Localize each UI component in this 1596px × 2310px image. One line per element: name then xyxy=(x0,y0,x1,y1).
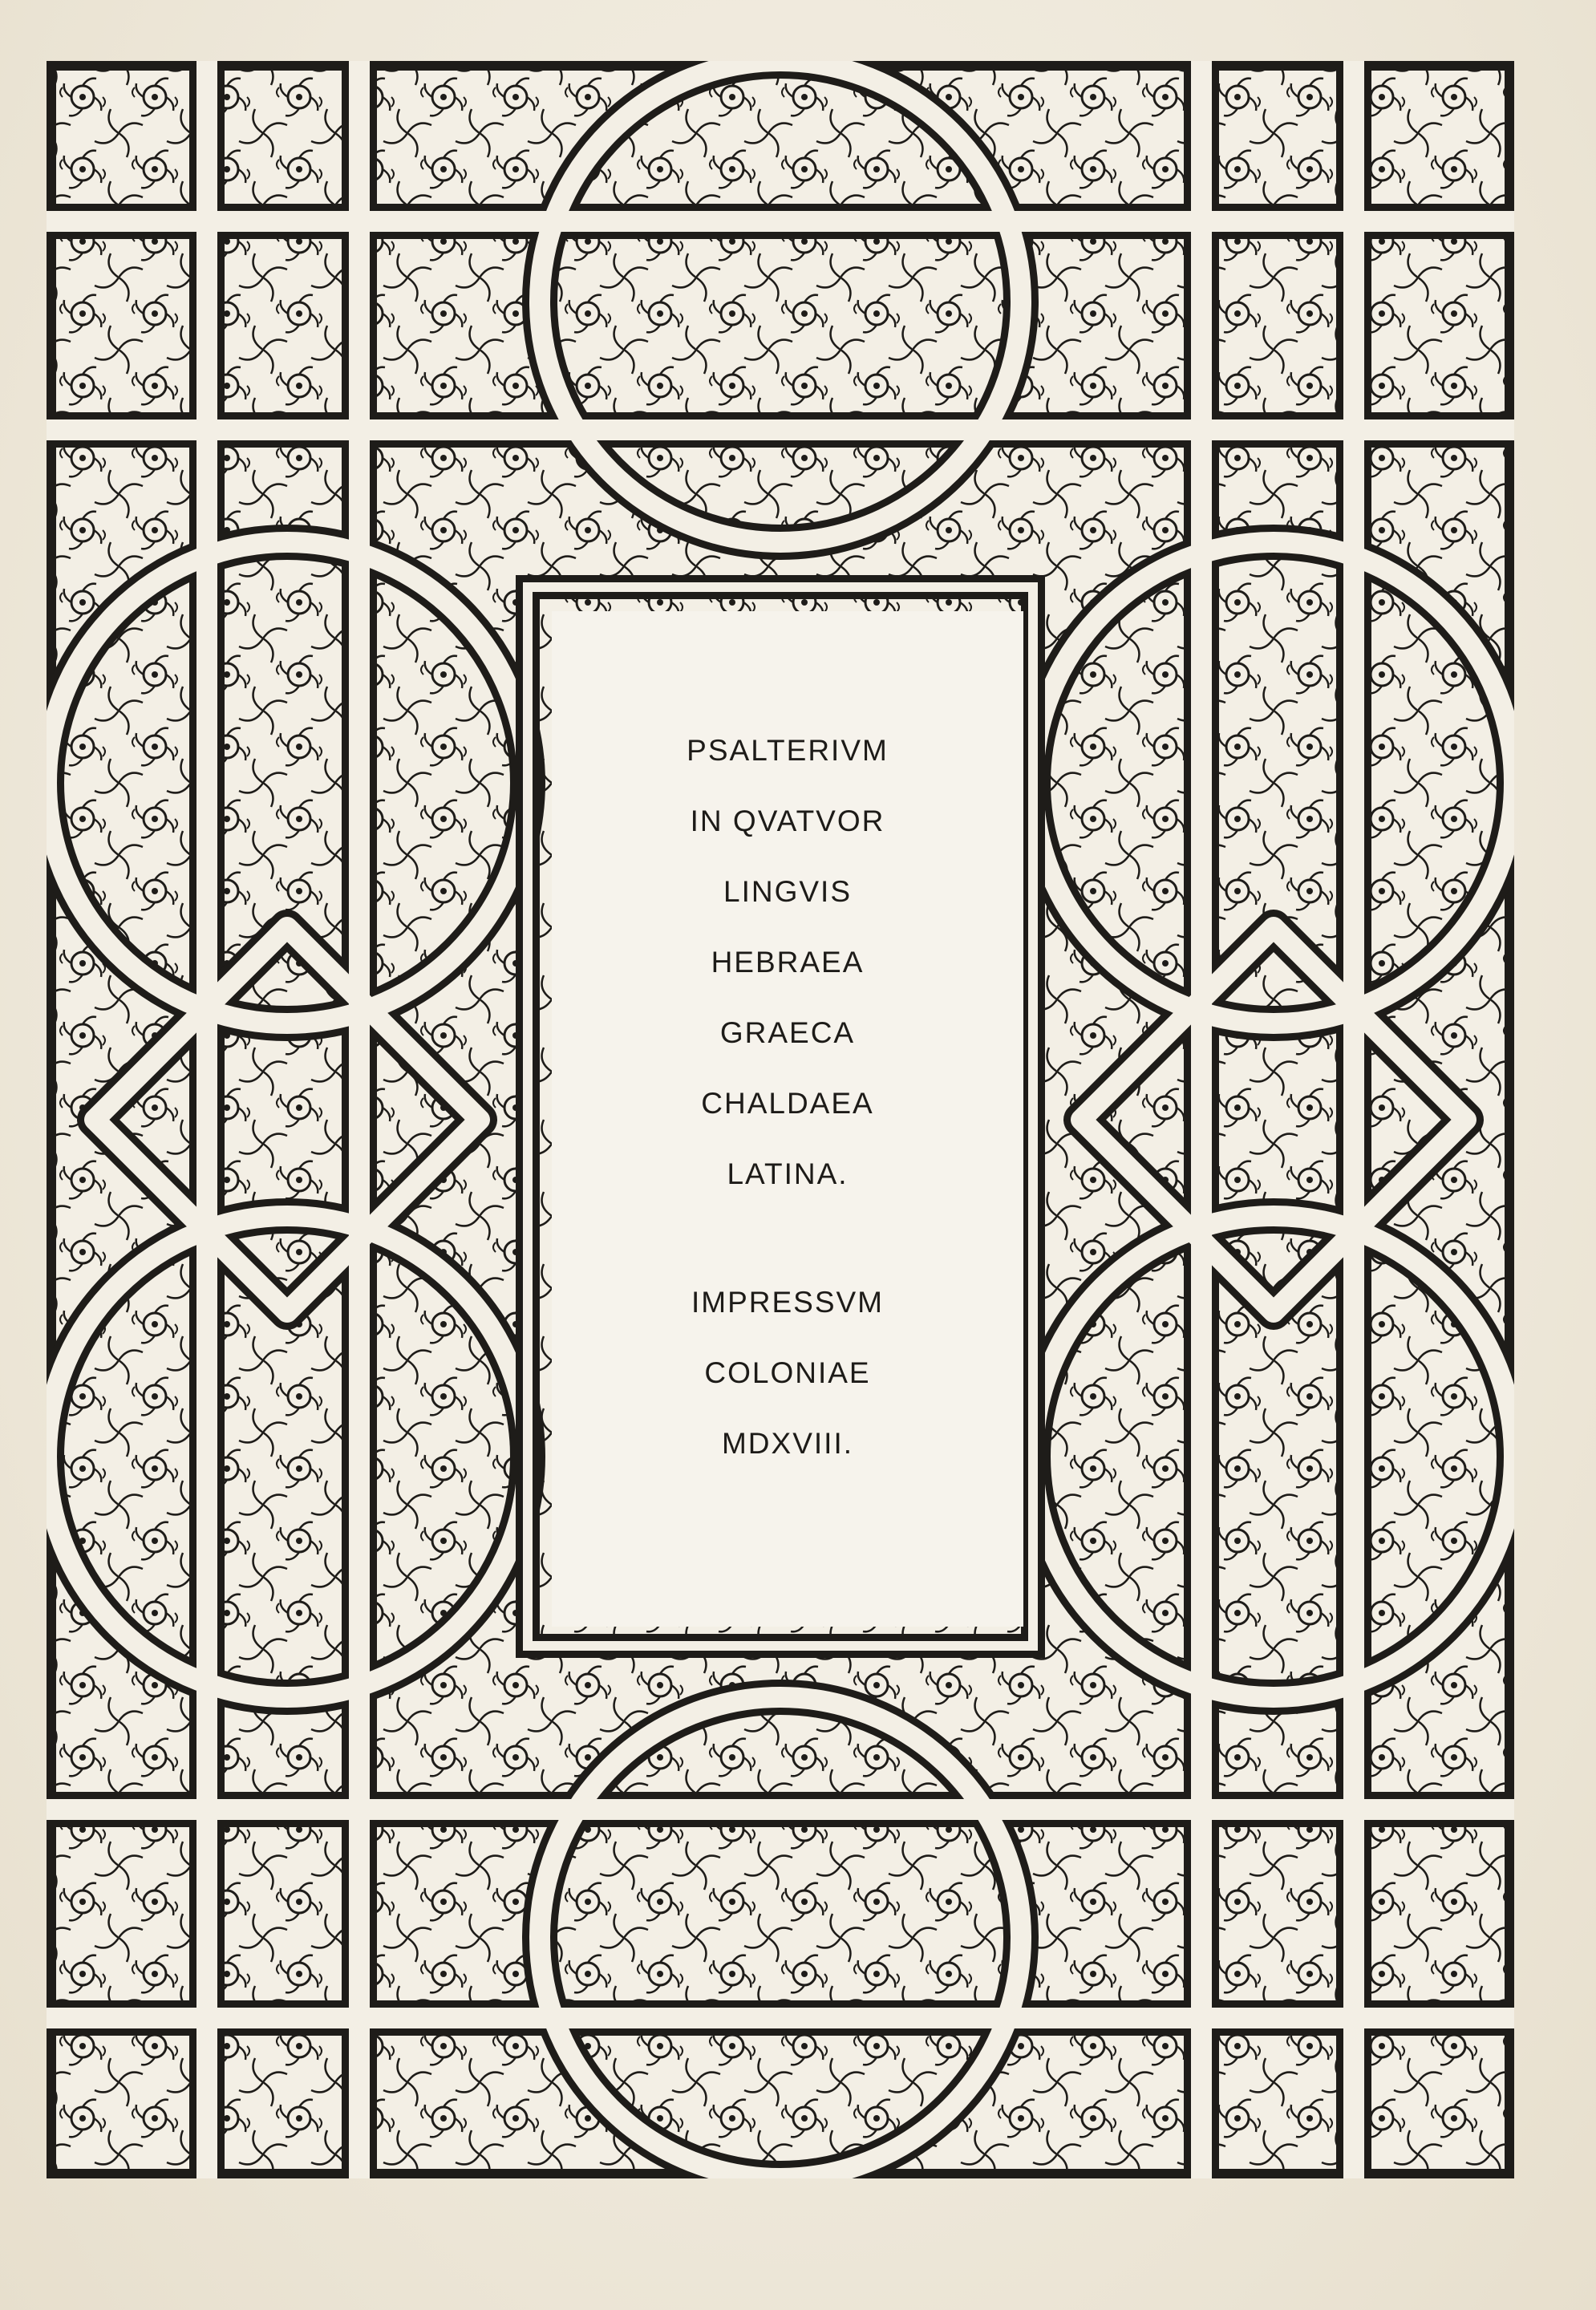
title-line: LINGVIS xyxy=(723,875,852,908)
imprint-line: COLONIAE xyxy=(704,1356,871,1389)
title-line: CHALDAEA xyxy=(701,1087,874,1120)
imprint-line: IMPRESSVM xyxy=(691,1286,885,1319)
title-text-panel xyxy=(552,611,1023,1627)
title-block xyxy=(552,715,1023,1479)
imprint-line: MDXVIII. xyxy=(721,1427,854,1460)
title-line: GRAECA xyxy=(719,1016,856,1049)
title-line: PSALTERIVM xyxy=(687,734,889,767)
title-line: IN QVATVOR xyxy=(690,804,885,837)
title-line: LATINA. xyxy=(727,1157,849,1190)
title-line: HEBRAEA xyxy=(711,946,865,979)
